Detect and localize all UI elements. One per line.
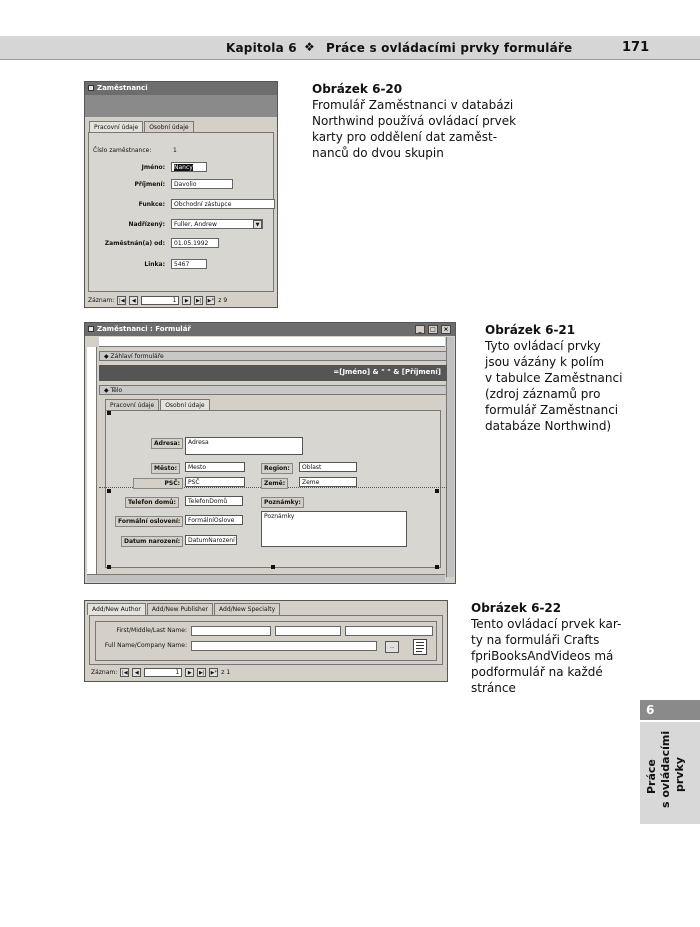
crafts-form-window bbox=[84, 600, 448, 682]
sizing-handle[interactable] bbox=[435, 489, 439, 493]
city-field[interactable]: Mesto bbox=[185, 462, 245, 472]
detail-section-bar[interactable]: ◆ Tělo bbox=[99, 385, 447, 395]
region-label[interactable]: Region: bbox=[261, 463, 293, 474]
first-record-button[interactable]: |◀ bbox=[122, 670, 128, 676]
figure-label: Obrázek 6-22 bbox=[471, 601, 562, 615]
figure-label: Obrázek 6-20 bbox=[312, 82, 403, 96]
first-name-field[interactable]: Nancy bbox=[171, 162, 207, 172]
caption-line: Northwind používá ovládací prvek bbox=[312, 114, 517, 128]
prev-record-button[interactable]: ◀ bbox=[129, 296, 138, 305]
title-of-courtesy-label[interactable]: Formální oslovení: bbox=[115, 516, 183, 527]
caption-line: nanců do dvou skupin bbox=[312, 146, 444, 160]
figure-label: Obrázek 6-21 bbox=[485, 323, 576, 337]
form-icon bbox=[88, 326, 94, 332]
running-header bbox=[0, 36, 700, 60]
title-label: Funkce: bbox=[138, 201, 165, 208]
last-record-button[interactable]: ▶| bbox=[196, 298, 202, 304]
record-total: z 1 bbox=[221, 669, 231, 676]
form-header-section-bar[interactable]: ◆ Záhlaví formuláře bbox=[99, 351, 447, 361]
country-label[interactable]: Země: bbox=[261, 478, 288, 489]
notes-field[interactable]: Poznámky bbox=[261, 511, 407, 547]
thumb-line: prvky bbox=[673, 757, 686, 792]
reports-to-combo[interactable]: Fuller, Andrew bbox=[171, 219, 263, 229]
vertical-ruler bbox=[87, 347, 97, 575]
window-title: Zaměstnanci bbox=[97, 84, 148, 92]
name-parts-label: First/Middle/Last Name: bbox=[116, 627, 187, 634]
title-of-courtesy-combo[interactable]: FormálníOslove bbox=[185, 515, 243, 525]
caption-line: Fromulář Zaměstnanci v databázi bbox=[312, 98, 514, 112]
last-record-button[interactable]: ▶| bbox=[199, 670, 205, 676]
country-field[interactable]: Zeme bbox=[299, 477, 357, 487]
sizing-handle[interactable] bbox=[107, 489, 111, 493]
birth-date-field[interactable]: DatumNarození bbox=[185, 535, 237, 545]
caption-line: (zdroj záznamů pro bbox=[485, 387, 601, 401]
caption-line: formulář Zaměstnanci bbox=[485, 403, 619, 417]
tab-strip bbox=[87, 603, 281, 615]
caption-line: Tyto ovládací prvky bbox=[485, 339, 601, 353]
document-icon[interactable] bbox=[413, 639, 427, 655]
thumb-line: s ovládacími bbox=[659, 730, 672, 808]
new-record-button[interactable]: ▶* bbox=[207, 298, 214, 304]
record-number-input[interactable]: 1 bbox=[141, 296, 179, 305]
employee-id-label: Číslo zaměstnance: bbox=[93, 147, 152, 154]
postal-code-label[interactable]: PSČ: bbox=[133, 478, 183, 489]
ellipsis-button[interactable]: ... bbox=[385, 641, 399, 653]
sizing-handle[interactable] bbox=[271, 565, 275, 569]
caption-line: Tento ovládací prvek kar- bbox=[471, 617, 622, 631]
first-record-button[interactable]: |◀ bbox=[119, 298, 125, 304]
hire-date-field[interactable]: 01.05.1992 bbox=[171, 238, 219, 248]
full-name-field[interactable] bbox=[191, 641, 377, 651]
window-title: Zaměstnanci : Formulář bbox=[97, 325, 191, 333]
first-name-label: Jméno: bbox=[141, 164, 165, 171]
window-titlebar bbox=[85, 82, 277, 95]
window-titlebar bbox=[85, 323, 455, 336]
tab-add-author[interactable]: Add/New Author bbox=[87, 603, 146, 615]
close-button[interactable]: × bbox=[441, 325, 451, 334]
record-navigator bbox=[91, 668, 230, 677]
chapter-title: Práce s ovládacími prvky formuláře bbox=[326, 41, 573, 55]
tab-work-info[interactable]: Pracovní údaje bbox=[105, 399, 159, 411]
tab-work-info[interactable]: Pracovní údaje bbox=[89, 121, 143, 133]
last-name-field[interactable] bbox=[345, 626, 433, 636]
sizing-handle[interactable] bbox=[435, 565, 439, 569]
chapter-thumb-text bbox=[641, 730, 697, 816]
new-record-button[interactable]: ▶* bbox=[210, 670, 217, 676]
header-separator: ❖ bbox=[304, 40, 315, 54]
caption-line: ty na formuláři Crafts bbox=[471, 633, 600, 647]
address-label[interactable]: Adresa: bbox=[151, 438, 183, 449]
employees-form-window bbox=[84, 81, 278, 308]
record-label: Záznam: bbox=[88, 297, 115, 304]
birth-date-label[interactable]: Datum narození: bbox=[121, 536, 183, 547]
caption-line: podformulář na každé bbox=[471, 665, 603, 679]
form-icon bbox=[88, 85, 94, 91]
record-navigator bbox=[88, 296, 227, 305]
vertical-scrollbar[interactable] bbox=[446, 337, 454, 577]
record-number-input[interactable]: 1 bbox=[144, 668, 182, 677]
figure-6-22-caption bbox=[471, 600, 631, 696]
record-total: z 9 bbox=[218, 297, 228, 304]
tab-personal-info[interactable]: Osobní údaje bbox=[144, 121, 193, 133]
extension-label: Linka: bbox=[144, 261, 165, 268]
last-name-label: Příjmení: bbox=[134, 181, 165, 188]
city-label[interactable]: Město: bbox=[151, 463, 180, 474]
last-name-field[interactable]: Davolio bbox=[171, 179, 233, 189]
next-record-button[interactable]: ▶ bbox=[185, 668, 194, 677]
maximize-button[interactable]: □ bbox=[428, 325, 438, 334]
full-name-label: Full Name/Company Name: bbox=[104, 642, 187, 649]
design-view-window bbox=[84, 322, 456, 584]
caption-line: stránce bbox=[471, 681, 516, 695]
sizing-handle[interactable] bbox=[107, 565, 111, 569]
home-phone-field[interactable]: TelefonDomů bbox=[185, 496, 243, 506]
tab-add-publisher[interactable]: Add/New Publisher bbox=[147, 603, 213, 615]
sizing-handle[interactable] bbox=[107, 411, 111, 415]
notes-label[interactable]: Poznámky: bbox=[261, 497, 304, 508]
middle-name-field[interactable] bbox=[275, 626, 341, 636]
caption-line: v tabulce Zaměstnanci bbox=[485, 371, 623, 385]
postal-code-field[interactable]: PSČ bbox=[185, 477, 245, 487]
name-expression: =[Jméno] & " " & [Příjmení] bbox=[333, 368, 441, 376]
next-record-button[interactable]: ▶ bbox=[182, 296, 191, 305]
extension-field[interactable]: 5467 bbox=[171, 259, 207, 269]
chapter-thumb-number: 6 bbox=[640, 700, 700, 720]
prev-record-button[interactable]: ◀ bbox=[132, 668, 141, 677]
caption-line: fpriBooksAndVideos má bbox=[471, 649, 614, 663]
region-field[interactable]: Oblast bbox=[299, 462, 357, 472]
tab-personal-info[interactable]: Osobní údaje bbox=[160, 399, 209, 411]
chapter-label: Kapitola 6 bbox=[226, 41, 297, 55]
caption-line: databáze Northwind) bbox=[485, 419, 612, 433]
chevron-down-icon[interactable]: ▼ bbox=[253, 220, 262, 229]
home-phone-label[interactable]: Telefon domů: bbox=[125, 497, 179, 508]
minimize-button[interactable]: _ bbox=[415, 325, 425, 334]
title-field[interactable]: Obchodní zástupce bbox=[171, 199, 275, 209]
header-expression-band bbox=[99, 365, 447, 381]
caption-line: karty pro oddělení dat zaměst- bbox=[312, 130, 498, 144]
reports-to-label: Nadřízený: bbox=[128, 221, 165, 228]
record-label: Záznam: bbox=[91, 669, 118, 676]
caption-line: jsou vázány k polím bbox=[485, 355, 605, 369]
horizontal-scrollbar[interactable] bbox=[87, 574, 445, 582]
first-name-field[interactable] bbox=[191, 626, 271, 636]
hire-date-label: Zaměstnán(a) od: bbox=[104, 240, 165, 247]
horizontal-ruler bbox=[99, 337, 445, 347]
figure-6-20-caption bbox=[312, 81, 532, 161]
tab-add-specialty[interactable]: Add/New Specialty bbox=[214, 603, 280, 615]
thumb-line: Práce bbox=[645, 759, 658, 794]
form-header-band bbox=[85, 95, 277, 117]
page-number: 171 bbox=[622, 40, 650, 55]
employee-id-value: 1 bbox=[173, 147, 177, 154]
address-field[interactable]: Adresa bbox=[185, 437, 303, 455]
figure-6-21-caption bbox=[485, 322, 645, 434]
